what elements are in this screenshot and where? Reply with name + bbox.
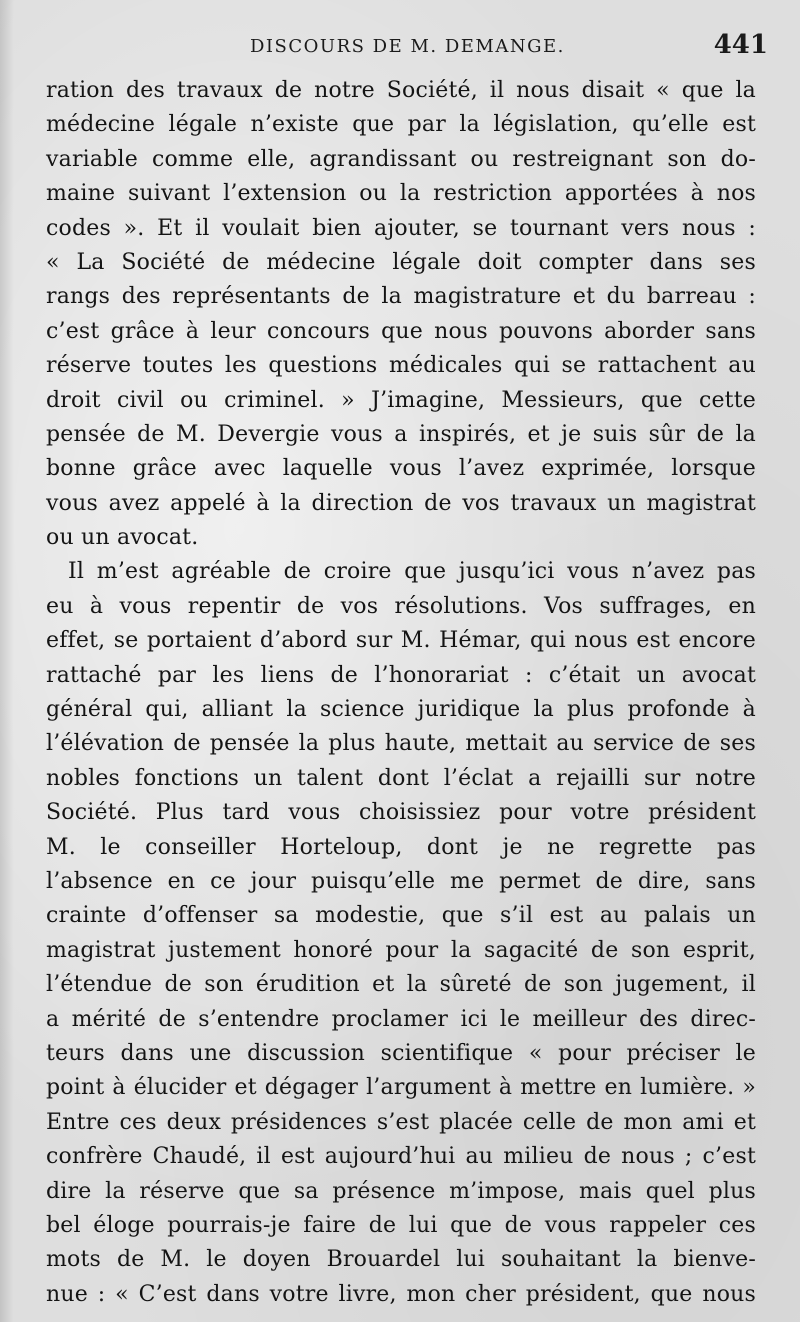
text-line: général qui, alliant la science juridique la plus profonde à xyxy=(46,697,756,723)
text-line: pensée de M. Devergie vous a inspirés, et je suis sûr de la xyxy=(46,421,756,447)
text-line: magistrat justement honoré pour la sagacité de son esprit, xyxy=(46,937,756,963)
page-header xyxy=(0,30,800,64)
text-line: nobles fonctions un talent dont l’éclat a rejailli sur notre xyxy=(46,765,756,791)
text-line: Il m’est agréable de croire que jusqu’ici vous n’avez pas xyxy=(68,559,756,585)
text-line: réserve toutes les questions médicales qui se rattachent au xyxy=(46,353,756,379)
text-line: rangs des représentants de la magistrature et du barreau : xyxy=(46,284,756,310)
text-line: « La Société de médecine légale doit compter dans ses xyxy=(46,249,756,275)
running-head: DISCOURS DE M. DEMANGE. xyxy=(250,36,565,57)
text-line: nue : « C’est dans votre livre, mon cher président, que nous xyxy=(46,1281,756,1307)
text-line: mots de M. le doyen Brouardel lui souhaitant la bienve- xyxy=(46,1247,756,1273)
text-line: vous avez appelé à la direction de vos travaux un magistrat xyxy=(46,490,756,516)
page-gutter-shadow xyxy=(0,0,14,1322)
text-line: droit civil ou criminel. » J’imagine, Messieurs, que cette xyxy=(46,387,756,413)
text-line: a mérité de s’entendre proclamer ici le meilleur des direc- xyxy=(46,1006,756,1032)
text-line: l’absence en ce jour puisqu’elle me permet de dire, sans xyxy=(46,868,756,894)
text-line: point à élucider et dégager l’argument à mettre en lumière. » xyxy=(46,1075,756,1101)
text-line: eu à vous repentir de vos résolutions. Vos suffrages, en xyxy=(46,593,756,619)
text-line: effet, se portaient d’abord sur M. Hémar, qui nous est encore xyxy=(46,628,756,654)
text-line: teurs dans une discussion scientifique « pour préciser le xyxy=(46,1040,756,1066)
text-line: l’élévation de pensée la plus haute, mettait au service de ses xyxy=(46,731,756,757)
text-line: M. le conseiller Horteloup, dont je ne regrette pas xyxy=(46,834,756,860)
text-line: rattaché par les liens de l’honorariat : c’était un avocat xyxy=(46,662,756,688)
text-line: médecine légale n’existe que par la législation, qu’elle est xyxy=(46,112,756,138)
body-text xyxy=(46,74,756,1312)
text-line: l’étendue de son érudition et la sûreté de son jugement, il xyxy=(46,972,756,998)
text-line: bonne grâce avec laquelle vous l’avez exprimée, lorsque xyxy=(46,456,756,482)
text-line: bel éloge pourrais-je faire de lui que de vous rappeler ces xyxy=(46,1212,756,1238)
text-line: Entre ces deux présidences s’est placée celle de mon ami et xyxy=(46,1109,756,1135)
text-line: c’est grâce à leur concours que nous pouvons aborder sans xyxy=(46,318,756,344)
text-line: variable comme elle, agrandissant ou restreignant son do- xyxy=(46,146,756,172)
text-line: codes ». Et il voulait bien ajouter, se tournant vers nous : xyxy=(46,215,756,241)
text-line: Société. Plus tard vous choisissiez pour votre président xyxy=(46,800,756,826)
text-line: maine suivant l’extension ou la restriction apportées à nos xyxy=(46,181,756,207)
text-line: dire la réserve que sa présence m’impose, mais quel plus xyxy=(46,1178,756,1204)
page-number: 441 xyxy=(713,30,768,60)
text-line: crainte d’offenser sa modestie, que s’il est au palais un xyxy=(46,903,756,929)
text-line: ration des travaux de notre Société, il nous disait « que la xyxy=(46,78,756,103)
text-line: ou un avocat. xyxy=(46,525,199,551)
text-line: confrère Chaudé, il est aujourd’hui au milieu de nous ; c’est xyxy=(46,1144,756,1170)
